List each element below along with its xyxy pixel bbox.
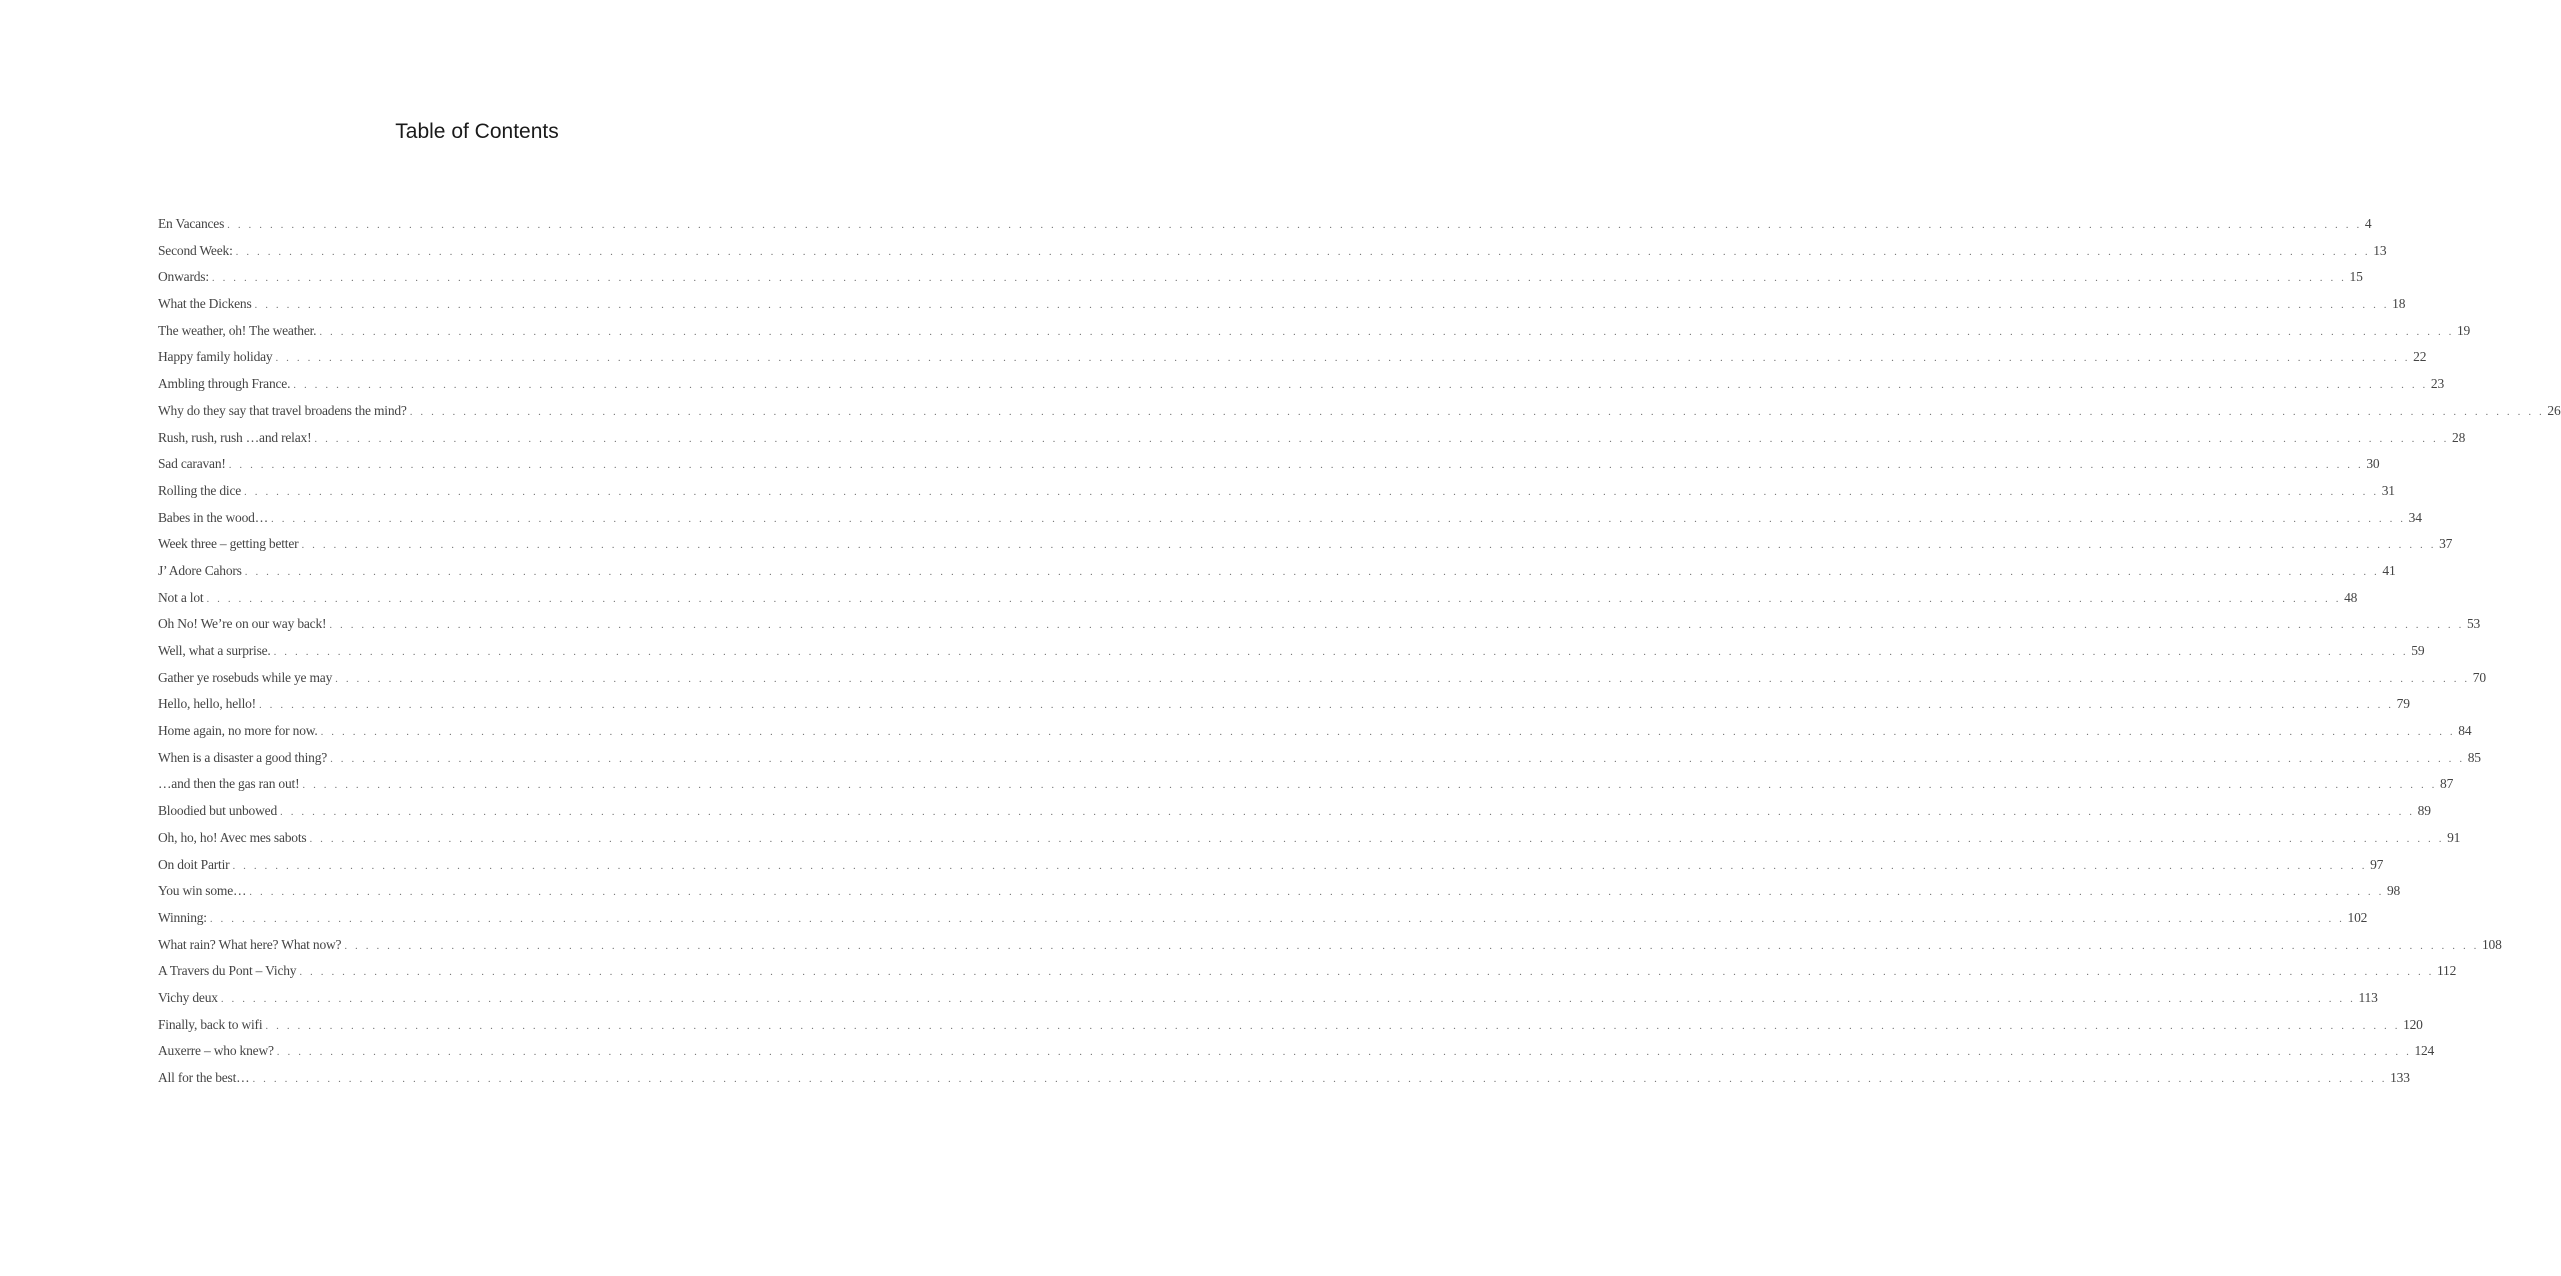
dot-leader: . . . . . . . . . . . . . . . . . . . . . . . . . . . . . . . . . . . . . . . . . . . . . . . . . . . . . . . . . . . . . . . . . . . . . . . . . . . . . . . . . . . . . . . . . . . . . . . . . . . . . . . . . . . . . . . . . . . . . . . . . . . . . . . . . . . . . . . . . . . . . . . . . . . . . . . . . . . . . . . . . . . . . . . . . . . . . . . . . . . . . . . . . . . . . . . . . . . . . . . . [329, 619, 2464, 632]
toc-entry[interactable] [158, 1038, 2435, 1065]
toc-entry-title: Not a lot [158, 589, 204, 605]
dot-leader: . . . . . . . . . . . . . . . . . . . . . . . . . . . . . . . . . . . . . . . . . . . . . . . . . . . . . . . . . . . . . . . . . . . . . . . . . . . . . . . . . . . . . . . . . . . . . . . . . . . . . . . . . . . . . . . . . . . . . . . . . . . . . . . . . . . . . . . . . . . . . . . . . . . . . . . . . . . . . . . . . . . . . . . . . . . . . . . . . . . . . . . . . . . . . . . . . . . . . . . . [211, 272, 2347, 285]
toc-entry-page-number: 133 [2390, 1070, 2410, 1085]
dot-leader: . . . . . . . . . . . . . . . . . . . . . . . . . . . . . . . . . . . . . . . . . . . . . . . . . . . . . . . . . . . . . . . . . . . . . . . . . . . . . . . . . . . . . . . . . . . . . . . . . . . . . . . . . . . . . . . . . . . . . . . . . . . . . . . . . . . . . . . . . . . . . . . . . . . . . . . . . . . . . . . . . . . . . . . . . . . . . . . . . . . . . . . . . . . . . . . . . . . . . . . . [232, 859, 2368, 872]
toc-entry-page-number: 113 [2358, 989, 2378, 1005]
toc-entry-page-number: 19 [2457, 322, 2471, 338]
dot-leader: . . . . . . . . . . . . . . . . . . . . . . . . . . . . . . . . . . . . . . . . . . . . . . . . . . . . . . . . . . . . . . . . . . . . . . . . . . . . . . . . . . . . . . . . . . . . . . . . . . . . . . . . . . . . . . . . . . . . . . . . . . . . . . . . . . . . . . . . . . . . . . . . . . . . . . . . . . . . . . . . . . . . . . . . . . . . . . . . . . . . . . . . . . . . . . . . . . . . . . . . [249, 886, 2384, 899]
toc-entry-page-number: 15 [2349, 269, 2363, 285]
toc-entry[interactable] [158, 211, 2372, 238]
toc-entry-page-number: 87 [2440, 776, 2454, 792]
toc-entry-page-number: 13 [2373, 242, 2387, 258]
toc-entry-page-number: 30 [2366, 456, 2380, 472]
dot-leader: . . . . . . . . . . . . . . . . . . . . . . . . . . . . . . . . . . . . . . . . . . . . . . . . . . . . . . . . . . . . . . . . . . . . . . . . . . . . . . . . . . . . . . . . . . . . . . . . . . . . . . . . . . . . . . . . . . . . . . . . . . . . . . . . . . . . . . . . . . . . . . . . . . . . . . . . . . . . . . . . . . . . . . . . . . . . . . . . . . . . . . . . . . . . . . . . . . . . . . . . [301, 539, 2437, 552]
toc-entry-title: When is a disaster a good thing? [158, 749, 328, 765]
toc-entry-title: …and then the gas ran out! [158, 776, 300, 792]
toc-entry[interactable] [158, 798, 2431, 825]
toc-entry[interactable] [158, 318, 2471, 345]
toc-entry[interactable] [158, 611, 2481, 638]
toc-entry-page-number: 23 [2430, 376, 2445, 392]
toc-entry-page-number: 41 [2382, 562, 2396, 578]
dot-leader: . . . . . . . . . . . . . . . . . . . . . . . . . . . . . . . . . . . . . . . . . . . . . . . . . . . . . . . . . . . . . . . . . . . . . . . . . . . . . . . . . . . . . . . . . . . . . . . . . . . . . . . . . . . . . . . . . . . . . . . . . . . . . . . . . . . . . . . . . . . . . . . . . . . . . . . . . . . . . . . . . . . . . . . . . . . . . . . . . . . . . . . . . . . . . . . . . . . . . . . . [293, 379, 2428, 392]
toc-entry[interactable] [158, 905, 2368, 932]
toc-entry-title: Auxerre – who knew? [158, 1043, 274, 1059]
dot-leader: . . . . . . . . . . . . . . . . . . . . . . . . . . . . . . . . . . . . . . . . . . . . . . . . . . . . . . . . . . . . . . . . . . . . . . . . . . . . . . . . . . . . . . . . . . . . . . . . . . . . . . . . . . . . . . . . . . . . . . . . . . . . . . . . . . . . . . . . . . . . . . . . . . . . . . . . . . . . . . . . . . . . . . . . . . . . . . . . . . . . . . . . . . . . . . . . . . . . . . . . [252, 1073, 2388, 1085]
toc-entry-title: Well, what a surprise. [158, 643, 271, 658]
toc-entry-page-number: 31 [2381, 482, 2395, 498]
dot-leader: . . . . . . . . . . . . . . . . . . . . . . . . . . . . . . . . . . . . . . . . . . . . . . . . . . . . . . . . . . . . . . . . . . . . . . . . . . . . . . . . . . . . . . . . . . . . . . . . . . . . . . . . . . . . . . . . . . . . . . . . . . . . . . . . . . . . . . . . . . . . . . . . . . . . . . . . . . . . . . . . . . . . . . . . . . . . . . . . . . . . . . . . . . . . . . . . . . . . . . . . [206, 592, 2342, 605]
toc-entry[interactable] [158, 505, 2422, 532]
toc-entry[interactable] [158, 425, 2466, 452]
toc-entry[interactable] [158, 478, 2395, 505]
toc-entry-title: Happy family holiday [158, 349, 273, 365]
dot-leader: . . . . . . . . . . . . . . . . . . . . . . . . . . . . . . . . . . . . . . . . . . . . . . . . . . . . . . . . . . . . . . . . . . . . . . . . . . . . . . . . . . . . . . . . . . . . . . . . . . . . . . . . . . . . . . . . . . . . . . . . . . . . . . . . . . . . . . . . . . . . . . . . . . . . . . . . . . . . . . . . . . . . . . . . . . . . . . . . . . . . . . . . . . . . . . . . . . . . . . . . [244, 565, 2380, 578]
dot-leader: . . . . . . . . . . . . . . . . . . . . . . . . . . . . . . . . . . . . . . . . . . . . . . . . . . . . . . . . . . . . . . . . . . . . . . . . . . . . . . . . . . . . . . . . . . . . . . . . . . . . . . . . . . . . . . . . . . . . . . . . . . . . . . . . . . . . . . . . . . . . . . . . . . . . . . . . . . . . . . . . . . . . . . . . . . . . . . . . . . . . . . . . . . . . . . . . . . . . . . . . [409, 405, 2545, 418]
toc-entry-page-number: 97 [2370, 856, 2384, 872]
dot-leader: . . . . . . . . . . . . . . . . . . . . . . . . . . . . . . . . . . . . . . . . . . . . . . . . . . . . . . . . . . . . . . . . . . . . . . . . . . . . . . . . . . . . . . . . . . . . . . . . . . . . . . . . . . . . . . . . . . . . . . . . . . . . . . . . . . . . . . . . . . . . . . . . . . . . . . . . . . . . . . . . . . . . . . . . . . . . . . . . . . . . . . . . . . . . . . . . . . . . . . . . [344, 939, 2479, 952]
dot-leader: . . . . . . . . . . . . . . . . . . . . . . . . . . . . . . . . . . . . . . . . . . . . . . . . . . . . . . . . . . . . . . . . . . . . . . . . . . . . . . . . . . . . . . . . . . . . . . . . . . . . . . . . . . . . . . . . . . . . . . . . . . . . . . . . . . . . . . . . . . . . . . . . . . . . . . . . . . . . . . . . . . . . . . . . . . . . . . . . . . . . . . . . . . . . . . . . . . . . . . . . [235, 245, 2371, 258]
toc-entry-page-number: 4 [2364, 216, 2372, 231]
toc-entry[interactable] [158, 451, 2380, 478]
toc-entry[interactable] [158, 771, 2454, 798]
table-of-contents [158, 211, 2561, 1092]
toc-entry[interactable] [158, 985, 2378, 1012]
dot-leader: . . . . . . . . . . . . . . . . . . . . . . . . . . . . . . . . . . . . . . . . . . . . . . . . . . . . . . . . . . . . . . . . . . . . . . . . . . . . . . . . . . . . . . . . . . . . . . . . . . . . . . . . . . . . . . . . . . . . . . . . . . . . . . . . . . . . . . . . . . . . . . . . . . . . . . . . . . . . . . . . . . . . . . . . . . . . . . . . . . . . . . . . . . . . . . . . . . . . . . . . [228, 459, 2364, 472]
toc-entry-page-number: 112 [2437, 963, 2457, 979]
toc-entry-title: Rush, rush, rush …and relax! [158, 429, 312, 445]
dot-leader: . . . . . . . . . . . . . . . . . . . . . . . . . . . . . . . . . . . . . . . . . . . . . . . . . . . . . . . . . . . . . . . . . . . . . . . . . . . . . . . . . . . . . . . . . . . . . . . . . . . . . . . . . . . . . . . . . . . . . . . . . . . . . . . . . . . . . . . . . . . . . . . . . . . . . . . . . . . . . . . . . . . . . . . . . . . . . . . . . . . . . . . . . . . . . . . . . . . . . . . . [265, 1019, 2401, 1032]
toc-entry-page-number: 84 [2458, 723, 2472, 739]
toc-entry-title: What the Dickens [158, 296, 252, 312]
dot-leader: . . . . . . . . . . . . . . . . . . . . . . . . . . . . . . . . . . . . . . . . . . . . . . . . . . . . . . . . . . . . . . . . . . . . . . . . . . . . . . . . . . . . . . . . . . . . . . . . . . . . . . . . . . . . . . . . . . . . . . . . . . . . . . . . . . . . . . . . . . . . . . . . . . . . . . . . . . . . . . . . . . . . . . . . . . . . . . . . . . . . . . . . . . . . . . . . . . . . . . . . [258, 699, 2394, 712]
toc-entry-title: Second Week: [158, 242, 233, 258]
toc-entry-title: A Travers du Pont – Vichy [158, 963, 297, 979]
toc-entry-page-number: 34 [2408, 509, 2422, 525]
toc-entry-title: Gather ye rosebuds while ye may [158, 669, 333, 685]
toc-entry-page-number: 59 [2411, 643, 2425, 658]
dot-leader: . . . . . . . . . . . . . . . . . . . . . . . . . . . . . . . . . . . . . . . . . . . . . . . . . . . . . . . . . . . . . . . . . . . . . . . . . . . . . . . . . . . . . . . . . . . . . . . . . . . . . . . . . . . . . . . . . . . . . . . . . . . . . . . . . . . . . . . . . . . . . . . . . . . . . . . . . . . . . . . . . . . . . . . . . . . . . . . . . . . . . . . . . . . . . . . . . . . . . . . . [209, 912, 2345, 925]
toc-entry-page-number: 70 [2472, 669, 2486, 685]
toc-entry-title: The weather, oh! The weather. [158, 322, 317, 338]
toc-entry-page-number: 89 [2417, 803, 2431, 819]
toc-entry-page-number: 28 [2452, 429, 2466, 445]
toc-entry-title: Onwards: [158, 269, 209, 285]
toc-entry-page-number: 79 [2396, 696, 2410, 712]
dot-leader: . . . . . . . . . . . . . . . . . . . . . . . . . . . . . . . . . . . . . . . . . . . . . . . . . . . . . . . . . . . . . . . . . . . . . . . . . . . . . . . . . . . . . . . . . . . . . . . . . . . . . . . . . . . . . . . . . . . . . . . . . . . . . . . . . . . . . . . . . . . . . . . . . . . . . . . . . . . . . . . . . . . . . . . . . . . . . . . . . . . . . . . . . . . . . . . . . . . . . . . . [271, 512, 2406, 525]
toc-entry[interactable] [158, 291, 2406, 318]
toc-entry-title: Rolling the dice [158, 482, 242, 498]
toc-entry[interactable] [158, 238, 2387, 265]
toc-entry-page-number: 91 [2447, 829, 2461, 845]
toc-entry-page-number: 85 [2467, 749, 2481, 765]
toc-entry-page-number: 108 [2482, 936, 2502, 952]
toc-entry-title: Babes in the wood… [158, 509, 269, 525]
toc-entry-title: Home again, no more for now. [158, 723, 318, 739]
toc-entry[interactable] [158, 371, 2445, 398]
toc-entry-page-number: 22 [2413, 349, 2427, 365]
dot-leader: . . . . . . . . . . . . . . . . . . . . . . . . . . . . . . . . . . . . . . . . . . . . . . . . . . . . . . . . . . . . . . . . . . . . . . . . . . . . . . . . . . . . . . . . . . . . . . . . . . . . . . . . . . . . . . . . . . . . . . . . . . . . . . . . . . . . . . . . . . . . . . . . . . . . . . . . . . . . . . . . . . . . . . . . . . . . . . . . . . . . . . . . . . . . . . . . . . . . . . . . [254, 299, 2390, 312]
toc-entry-title: Oh, ho, ho! Avec mes sabots [158, 829, 307, 845]
dot-leader: . . . . . . . . . . . . . . . . . . . . . . . . . . . . . . . . . . . . . . . . . . . . . . . . . . . . . . . . . . . . . . . . . . . . . . . . . . . . . . . . . . . . . . . . . . . . . . . . . . . . . . . . . . . . . . . . . . . . . . . . . . . . . . . . . . . . . . . . . . . . . . . . . . . . . . . . . . . . . . . . . . . . . . . . . . . . . . . . . . . . . . . . . . . . . . . . . . . . . . . . [319, 325, 2454, 338]
toc-entry[interactable] [158, 665, 2486, 692]
toc-entry[interactable] [158, 932, 2502, 959]
toc-entry[interactable] [158, 638, 2425, 665]
toc-entry-title: J’ Adore Cahors [158, 562, 242, 578]
toc-entry[interactable] [158, 745, 2481, 772]
toc-entry-title: Bloodied but unbowed [158, 803, 277, 819]
dot-leader: . . . . . . . . . . . . . . . . . . . . . . . . . . . . . . . . . . . . . . . . . . . . . . . . . . . . . . . . . . . . . . . . . . . . . . . . . . . . . . . . . . . . . . . . . . . . . . . . . . . . . . . . . . . . . . . . . . . . . . . . . . . . . . . . . . . . . . . . . . . . . . . . . . . . . . . . . . . . . . . . . . . . . . . . . . . . . . . . . . . . . . . . . . . . . . . . . . . . . . . . [227, 219, 2362, 231]
toc-entry-page-number: 120 [2403, 1016, 2423, 1032]
toc-entry-title: Vichy deux [158, 989, 218, 1005]
dot-leader: . . . . . . . . . . . . . . . . . . . . . . . . . . . . . . . . . . . . . . . . . . . . . . . . . . . . . . . . . . . . . . . . . . . . . . . . . . . . . . . . . . . . . . . . . . . . . . . . . . . . . . . . . . . . . . . . . . . . . . . . . . . . . . . . . . . . . . . . . . . . . . . . . . . . . . . . . . . . . . . . . . . . . . . . . . . . . . . . . . . . . . . . . . . . . . . . . . . . . . . . [299, 966, 2434, 979]
toc-entry[interactable] [158, 558, 2396, 585]
toc-entry-title: All for the best… [158, 1070, 250, 1085]
toc-entry[interactable] [158, 958, 2457, 985]
toc-entry-page-number: 124 [2414, 1043, 2435, 1059]
toc-entry-page-number: 53 [2466, 616, 2481, 632]
dot-leader: . . . . . . . . . . . . . . . . . . . . . . . . . . . . . . . . . . . . . . . . . . . . . . . . . . . . . . . . . . . . . . . . . . . . . . . . . . . . . . . . . . . . . . . . . . . . . . . . . . . . . . . . . . . . . . . . . . . . . . . . . . . . . . . . . . . . . . . . . . . . . . . . . . . . . . . . . . . . . . . . . . . . . . . . . . . . . . . . . . . . . . . . . . . . . . . . . . . . . . . . [330, 752, 2465, 765]
toc-entry-title: On doit Partir [158, 856, 230, 872]
toc-entry[interactable] [158, 585, 2358, 612]
toc-entry-title: Ambling through France. [158, 376, 291, 392]
dot-leader: . . . . . . . . . . . . . . . . . . . . . . . . . . . . . . . . . . . . . . . . . . . . . . . . . . . . . . . . . . . . . . . . . . . . . . . . . . . . . . . . . . . . . . . . . . . . . . . . . . . . . . . . . . . . . . . . . . . . . . . . . . . . . . . . . . . . . . . . . . . . . . . . . . . . . . . . . . . . . . . . . . . . . . . . . . . . . . . . . . . . . . . . . . . . . . . . . . . . . . . . [280, 806, 2415, 819]
dot-leader: . . . . . . . . . . . . . . . . . . . . . . . . . . . . . . . . . . . . . . . . . . . . . . . . . . . . . . . . . . . . . . . . . . . . . . . . . . . . . . . . . . . . . . . . . . . . . . . . . . . . . . . . . . . . . . . . . . . . . . . . . . . . . . . . . . . . . . . . . . . . . . . . . . . . . . . . . . . . . . . . . . . . . . . . . . . . . . . . . . . . . . . . . . . . . . . . . . . . . . . . [244, 485, 2379, 498]
toc-entry-page-number: 98 [2386, 883, 2401, 899]
dot-leader: . . . . . . . . . . . . . . . . . . . . . . . . . . . . . . . . . . . . . . . . . . . . . . . . . . . . . . . . . . . . . . . . . . . . . . . . . . . . . . . . . . . . . . . . . . . . . . . . . . . . . . . . . . . . . . . . . . . . . . . . . . . . . . . . . . . . . . . . . . . . . . . . . . . . . . . . . . . . . . . . . . . . . . . . . . . . . . . . . . . . . . . . . . . . . . . . . . . . . . . . [276, 1046, 2412, 1059]
toc-entry-title: Why do they say that travel broadens the mind? [158, 402, 407, 418]
toc-entry[interactable] [158, 691, 2410, 718]
dot-leader: . . . . . . . . . . . . . . . . . . . . . . . . . . . . . . . . . . . . . . . . . . . . . . . . . . . . . . . . . . . . . . . . . . . . . . . . . . . . . . . . . . . . . . . . . . . . . . . . . . . . . . . . . . . . . . . . . . . . . . . . . . . . . . . . . . . . . . . . . . . . . . . . . . . . . . . . . . . . . . . . . . . . . . . . . . . . . . . . . . . . . . . . . . . . . . . . . . . . . . . . [320, 726, 2456, 739]
toc-entry[interactable] [158, 1012, 2423, 1039]
toc-entry-page-number: 102 [2347, 909, 2368, 925]
toc-entry-title: What rain? What here? What now? [158, 936, 342, 952]
toc-entry[interactable] [158, 1065, 2410, 1092]
toc-entry[interactable] [158, 344, 2427, 371]
toc-entry[interactable] [158, 852, 2384, 879]
toc-entry-page-number: 48 [2344, 589, 2358, 605]
toc-entry[interactable] [158, 825, 2461, 852]
dot-leader: . . . . . . . . . . . . . . . . . . . . . . . . . . . . . . . . . . . . . . . . . . . . . . . . . . . . . . . . . . . . . . . . . . . . . . . . . . . . . . . . . . . . . . . . . . . . . . . . . . . . . . . . . . . . . . . . . . . . . . . . . . . . . . . . . . . . . . . . . . . . . . . . . . . . . . . . . . . . . . . . . . . . . . . . . . . . . . . . . . . . . . . . . . . . . . . . . . . . . . . . [220, 992, 2356, 1005]
page-title: Table of Contents [395, 120, 559, 143]
toc-entry[interactable] [158, 718, 2472, 745]
toc-entry-page-number: 37 [2439, 536, 2453, 552]
dot-leader: . . . . . . . . . . . . . . . . . . . . . . . . . . . . . . . . . . . . . . . . . . . . . . . . . . . . . . . . . . . . . . . . . . . . . . . . . . . . . . . . . . . . . . . . . . . . . . . . . . . . . . . . . . . . . . . . . . . . . . . . . . . . . . . . . . . . . . . . . . . . . . . . . . . . . . . . . . . . . . . . . . . . . . . . . . . . . . . . . . . . . . . . . . . . . . . . . . . . . . . . [273, 646, 2409, 658]
toc-entry[interactable] [158, 398, 2561, 425]
toc-entry-title: You win some… [158, 883, 247, 899]
toc-entry-title: Hello, hello, hello! [158, 696, 256, 712]
toc-entry[interactable] [158, 878, 2401, 905]
toc-entry-page-number: 18 [2392, 296, 2406, 312]
dot-leader: . . . . . . . . . . . . . . . . . . . . . . . . . . . . . . . . . . . . . . . . . . . . . . . . . . . . . . . . . . . . . . . . . . . . . . . . . . . . . . . . . . . . . . . . . . . . . . . . . . . . . . . . . . . . . . . . . . . . . . . . . . . . . . . . . . . . . . . . . . . . . . . . . . . . . . . . . . . . . . . . . . . . . . . . . . . . . . . . . . . . . . . . . . . . . . . . . . . . . . . . [314, 432, 2450, 445]
dot-leader: . . . . . . . . . . . . . . . . . . . . . . . . . . . . . . . . . . . . . . . . . . . . . . . . . . . . . . . . . . . . . . . . . . . . . . . . . . . . . . . . . . . . . . . . . . . . . . . . . . . . . . . . . . . . . . . . . . . . . . . . . . . . . . . . . . . . . . . . . . . . . . . . . . . . . . . . . . . . . . . . . . . . . . . . . . . . . . . . . . . . . . . . . . . . . . . . . . . . . . . . [335, 672, 2470, 685]
toc-entry-title: Sad caravan! [158, 456, 226, 472]
dot-leader: . . . . . . . . . . . . . . . . . . . . . . . . . . . . . . . . . . . . . . . . . . . . . . . . . . . . . . . . . . . . . . . . . . . . . . . . . . . . . . . . . . . . . . . . . . . . . . . . . . . . . . . . . . . . . . . . . . . . . . . . . . . . . . . . . . . . . . . . . . . . . . . . . . . . . . . . . . . . . . . . . . . . . . . . . . . . . . . . . . . . . . . . . . . . . . . . . . . . . . . . [302, 779, 2438, 792]
toc-entry-title: En Vacances [158, 216, 225, 231]
toc-entry-page-number: 26 [2547, 402, 2561, 418]
toc-entry-title: Winning: [158, 909, 207, 925]
toc-entry[interactable] [158, 264, 2363, 291]
toc-entry-title: Oh No! We’re on our way back! [158, 616, 327, 632]
toc-entry-title: Week three – getting better [158, 536, 299, 552]
toc-entry[interactable] [158, 531, 2453, 558]
toc-entry-title: Finally, back to wifi [158, 1016, 263, 1032]
dot-leader: . . . . . . . . . . . . . . . . . . . . . . . . . . . . . . . . . . . . . . . . . . . . . . . . . . . . . . . . . . . . . . . . . . . . . . . . . . . . . . . . . . . . . . . . . . . . . . . . . . . . . . . . . . . . . . . . . . . . . . . . . . . . . . . . . . . . . . . . . . . . . . . . . . . . . . . . . . . . . . . . . . . . . . . . . . . . . . . . . . . . . . . . . . . . . . . . . . . . . . . . [309, 832, 2445, 845]
dot-leader: . . . . . . . . . . . . . . . . . . . . . . . . . . . . . . . . . . . . . . . . . . . . . . . . . . . . . . . . . . . . . . . . . . . . . . . . . . . . . . . . . . . . . . . . . . . . . . . . . . . . . . . . . . . . . . . . . . . . . . . . . . . . . . . . . . . . . . . . . . . . . . . . . . . . . . . . . . . . . . . . . . . . . . . . . . . . . . . . . . . . . . . . . . . . . . . . . . . . . . . . [275, 352, 2411, 365]
